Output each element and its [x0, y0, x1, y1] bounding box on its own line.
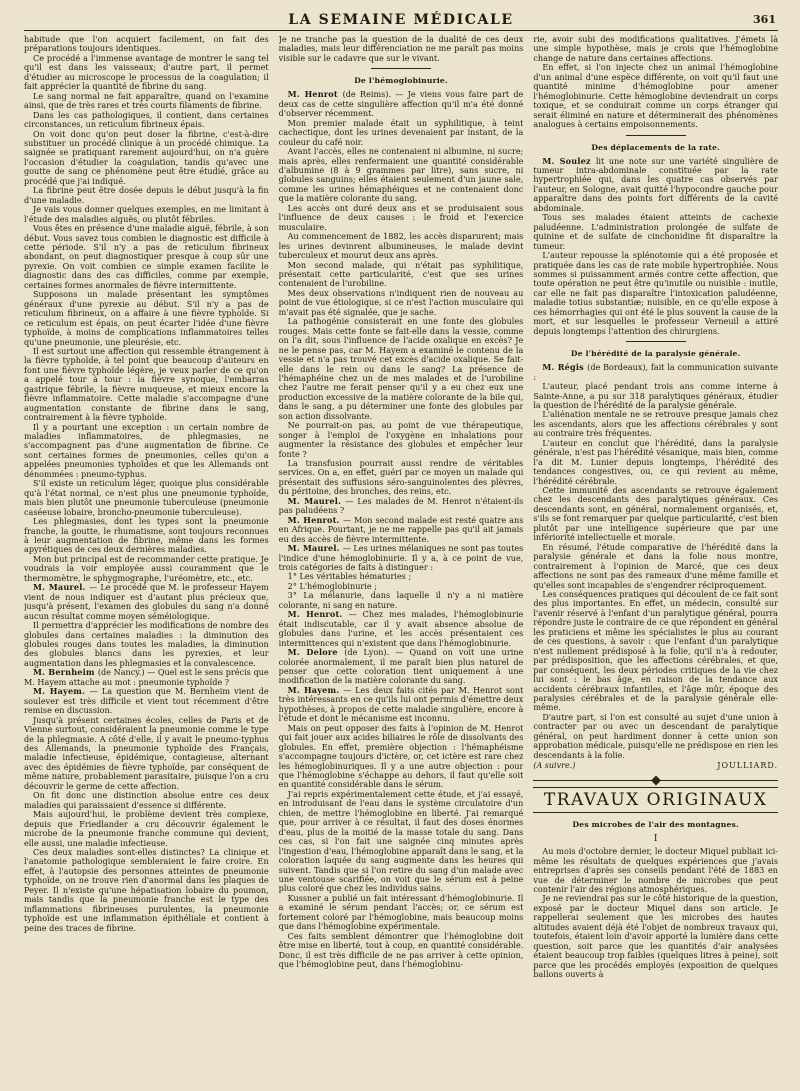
paragraph: Vous êtes en présence d'une maladie aiguë, fébrile, à son début. Vous savez tous combien le diagnostic est difficile à cette période. S'il n'y a pas de reticulum fibrineux abondant, on peut diagnostiquer presque à coup sûr une pyrexie. On voit combien ce simple examen facilite le diagnostic dans des cas difficiles, comme par exemple, certaines formes anormales de fièvre intermittente.	[24, 223, 269, 290]
speaker-name: M. Maurel.	[287, 543, 343, 554]
speaker-name: M. Hayem.	[33, 686, 90, 697]
speaker-paragraph: Mes deux observations n'indiquent rien de nouveau au point de vue étiologique, si ce n'est l'action musculaire qui m'avait pas été signalée, que je sache.	[278, 287, 524, 317]
speaker-paragraph: M. Henrot (de Reims). — Je viens vous faire part de deux cas de cette singulière affection qu'il m'a été donné d'observer récemment.	[278, 89, 524, 119]
speaker-paragraph: L'auteur, placé pendant trois ans comme interne à Sainte-Anne, a pu sur 318 paralytiques généraux, étudier la question de l'hérédité de la paralysie générale.	[533, 381, 778, 410]
paragraph: Dans les cas pathologiques, il contient, dans certaines circonstances, un reticulum fibrineux épais.	[24, 109, 269, 130]
speaker-paragraph: M. Hayem. — La question que M. Bernheim vient de soulever est très difficile et vient tout récemment d'être remise en discussion.	[24, 686, 269, 716]
speaker-name: M. Hayem.	[287, 684, 344, 695]
major-divider	[533, 780, 778, 781]
speaker-paragraph: M. Maurel. — Les malades de M. Henrot n'étaient-ils pas paludéens ?	[278, 495, 524, 516]
article-title: Des microbes de l'air des montagnes.	[572, 820, 739, 830]
speaker-paragraph: Au commencement de 1882, les accès disparurent; mais les urines devinrent albumineuses, le malade devint tuberculeux et mourut deux ans après.	[278, 231, 524, 261]
speaker-paragraph: Je ne reviendrai pas sur le côté historique de la question, exposé par le docteur Miquel dans son article. Je rappellerai seulement que les microbes des hautes altitudes avaient déjà été l'objet de nombreux travaux qui, toutefois, étaient loin d'avoir apporté la lumière dans cette question, soit parce que les quantités d'air analysées étaient beaucoup trop faibles (quelques litres à peine), soit parce que les procédés employés (exposition de quelques ballons ouverts à	[533, 893, 778, 980]
speaker-paragraph: 2° L'hémoglobinurie ;	[287, 580, 377, 591]
speaker-paragraph: M. Bernheim (de Nancy.) — Quel est le sens précis que M. Hayem attache au mot : pneumonie typhoïde ?	[24, 667, 269, 687]
paragraph: En effet, si l'on injecte chez un animal l'hémoglobine d'un animal d'une espèce différente, on voit qu'il faut une quantité minime d'hémoglobine pour amener l'hémoglobinurie. Cette hémoglobine deviendrait un corps toxique, et se conduirait comme un corps étranger qui serait éliminé en nature et déterminerait des phénomènes analogues à certains empoisonnements.	[533, 62, 778, 130]
speaker-name: M. Henrot.	[287, 609, 349, 620]
journal-title: LA SEMAINE MÉDICALE	[288, 12, 514, 28]
rubric-title: TRAVAUX ORIGINAUX	[533, 787, 778, 813]
article-signature	[533, 761, 778, 770]
continuation-note: (A suivre.)	[533, 761, 576, 771]
speaker-paragraph: Il permettra d'apprécier les modifications de nombre des globules dans certaines maladies : la diminution des globules rouges dans toutes les maladies, la diminution des globules blancs dans les pyrexies, et leur augmentation dans les phlegmasies et la convalescence.	[24, 620, 269, 668]
speaker-name: M. Bernheim	[33, 667, 98, 678]
speaker-paragraph: Mais on peut opposer des faits à l'opinion de M. Henrot qui fait jouer aux acides biliaires le rôle de dissolvants des globules. En effet, première objection : l'hémaphéisme s'accompagne toujours d'ictère, or, cet ictère est rare chez les hémoglobinuriques. Il y a une autre objection : pour que l'hémoglobine s'échappe au dehors, il faut qu'elle soit en quantité considérable dans le sérum.	[278, 722, 524, 790]
speaker-paragraph: Ces deux maladies sont-elles distinctes? La clinique et l'anatomie pathologique sembleraient le faire croire. En effet, à l'autopsie des personnes atteintes de pneumonie typhoïde, on ne trouve rien d'anormal dans les plaques de Peyer. Il n'existe qu'une hépatisation lobaire du poumon, mais tandis que la pneumonie franche est le type des inflammations fibrineuses purulentes, la pneumonie typhoïde est une inflammation épithéliale et contient à peine des traces de fibrine.	[24, 846, 269, 933]
speaker-paragraph: Ces faits semblent démontrer que l'hémoglobine doit être mise en liberté, tout à coup, en quantité considérable. Donc, il est très difficile de ne pas arriver à cette opinion, que l'hémoglobine peut, dans l'hémoglobinu-	[278, 930, 524, 970]
speaker-paragraph: Tous ses malades étaient atteints de cachexie paludéenne. L'administration prolongée de sulfate de quinine et de sulfate de cinchonidine fit disparaître la tumeur.	[533, 212, 778, 251]
speaker-paragraph: M. Maurel. — Le procédé que M. le professeur Hayem vient de nous indiquer est d'autant plus précieux que, jusqu'à présent, l'examen des globules du sang n'a donné aucun résultat comme moyen séméiologique.	[24, 582, 269, 621]
paragraph: Ce procédé a l'immense avantage de montrer le sang tel qu'il est dans les vaisseaux; d'autre part, il permet d'étudier au microscope le processus de la coagulation; il fait apprécier la quantité de fibrine du sang.	[24, 52, 269, 92]
paragraph: Je ne tranche pas la question de la dualité de ces deux maladies, mais leur différenciation ne me paraît pas moins visible sur le cadavre que sur le vivant.	[278, 35, 524, 63]
column-1	[24, 35, 269, 1087]
speaker-paragraph: Au mois d'octobre dernier, le docteur Miquel publiait ici-même les résultats de quelques expériences que j'avais entreprises d'après ses conseils pendant l'été de 1883 en vue de déterminer le nombre de microbes que peut contenir l'air des régions atmosphériques.	[533, 846, 778, 894]
speaker-paragraph: Les accès ont duré deux ans et se produisaient sous l'influence de deux causes : le froid et l'exercice musculaire.	[278, 202, 524, 232]
speaker-paragraph: M. Régis (de Bordeaux), fait la communication suivante :	[533, 362, 778, 382]
paragraph: Les phlegmasies, dont les types sont la pneumonie franche, la goutte, le rhumatisme, sont toujours reconnues à leur augmentation de fibrine, même dans les formes apyrétiques de ces deux dernières maladies.	[24, 516, 269, 555]
section-title-heredite: De l'hérédité de la paralysie générale.	[570, 349, 741, 359]
speaker-name: M. Henrot	[287, 89, 343, 100]
speaker-paragraph: D'autre part, si l'on est consulté au sujet d'une union à contracter par ou avec un descendant de paralytique général, on peut hardiment donner à cette union son approbation médicale, puisqu'elle ne prédispose en rien les descendants à la folie.	[533, 711, 778, 760]
speaker-paragraph: La transfusion pourrait aussi rendre de véritables services. On a, en effet, guéri par ce moyen un malade qui présentait des suffusions séro-sanguinolentes des plèvres, du péritoine, des bronches, des reins, etc.	[278, 458, 524, 497]
speaker-paragraph: On fit donc une distinction absolue entre ces deux maladies qui paraissaient d'essence si différente.	[24, 790, 269, 810]
paragraph: S'il existe un reticulum léger, quoique plus considérable qu'à l'état normal, ce n'est plus une pneumonie typhoïde, mais bien plutôt une pneumonie tuberculeuse (pneumonie caséeuse lobaire, broncho-pneumonie tuberculeuse).	[24, 478, 269, 517]
paragraph: Il y a pourtant une exception : un certain nombre de maladies inflammatoires, de phlegmasies, ne s'accompagnent pas d'une augmentation de fibrine. Ce sont certaines formes de pneumonies, celles qu'on a appelées pneumonies typhoïdes et que les Allemands ont dénommées : pneumo-typhus.	[24, 421, 269, 479]
speaker-paragraph: En résumé, l'étude comparative de l'hérédité dans la paralysie générale et dans la folie nous montre, contrairement à l'opinion de Marcé, que ces deux affections ne sont pas des rameaux d'une même famille et qu'elles sont incapables de s'engendrer réciproquement.	[533, 541, 778, 590]
speaker-paragraph: La pathogénie consisterait en une fonte des globules rouges. Mais cette fonte se fait-elle dans la vessie, comme on l'a dit, sous l'influence de l'acide oxalique en excès? Je ne le pense pas, car M. Hayem a examiné le contenu de la vessie et n'a pas trouvé cet excès d'acide oxalique. Se fait-elle dans le rein ou dans le sang? La présence de l'hémaphéine chez un de mes malades et de l'urobiline chez l'autre me ferait penser qu'il y a eu chez eux une production excessive de la matière colorante de la bile qui, dans le sang, a pu déterminer une fonte des globules par son action dissolvante.	[278, 316, 524, 421]
speaker-paragraph: 3° La mélanurie, dans laquelle il n'y a ni matière colorante, ni sang en nature.	[278, 590, 524, 610]
speaker-paragraph: Kussner a publié un fait intéressant d'hémoglobinurie. Il a examiné le sérum pendant l'accès; or, ce sérum est fortement coloré par l'hémoglobine, mais beaucoup moins que dans l'hémoglobine expérimentale.	[278, 892, 524, 932]
speaker-name: M. Régis	[542, 362, 588, 373]
speaker-name: M. Delore	[287, 647, 345, 658]
part-number: I	[653, 834, 658, 845]
speaker-paragraph: L'auteur en conclut que l'hérédité, dans la paralysie générale, n'est pas l'hérédité vésanique, mais bien, comme l'a dit M. Lunier depuis longtemps, l'hérédité des tendances congestives, ou, ce qui revient au même, l'hérédité cérébrale.	[533, 437, 778, 486]
author-name: JOULLIARD.	[717, 761, 778, 771]
paragraph: On voit donc qu'on peut doser la fibrine, c'est-à-dire substituer un procédé clinique à un procédé chimique. La saignée se pratiquant rarement aujourd'hui, on n'a guère l'occasion d'étudier la coagulation, tandis qu'avec une goutte de sang ce phénomène peut être étudié, grâce au procédé que j'ai indiqué.	[24, 128, 269, 186]
speaker-paragraph: M. Hayem. — Les deux faits cités par M. Henrot sont très intéressants en ce qu'ils lui ont permis d'émettre deux hypothèses, à propos de cette maladie singulière, encore à l'étude et dont le mécanisme est inconnu.	[278, 684, 524, 724]
section-divider	[371, 68, 431, 69]
speaker-paragraph: Mon second malade, qui n'était pas syphilitique, présentait cette particularité, c'est que ses urines contenaient de l'urobiline.	[278, 259, 524, 289]
paragraph: Je vais vous donner quelques exemples, en me limitant à l'étude des maladies aiguës, ou plutôt fébriles.	[24, 204, 269, 224]
speaker-paragraph: M. Maurel. — Les urines mélaniques ne sont pas toutes l'indice d'une hémoglobinurie. Il y a, à ce point de vue, trois catégories de faits à distinguer :	[278, 543, 524, 573]
page-number: 361	[753, 13, 776, 26]
section-title-hemoglobinurie: De l'hémoglobinurie.	[354, 76, 448, 86]
speaker-name: M. Maurel.	[33, 582, 90, 593]
section-title-rate: Des déplacements de la rate.	[591, 142, 720, 152]
paragraph: La fibrine peut être dosée depuis le début jusqu'à la fin d'une maladie.	[24, 185, 269, 205]
section-divider	[626, 135, 686, 136]
speaker-paragraph: 1° Les véritables hématuries ;	[287, 571, 412, 582]
speaker-paragraph: Cette immunité des ascendants se retrouve également chez les descendants des paralytiques généraux. Ces descendants sont, en général, normalement organisés, et, s'ils se font remarquer par quelque particularité, c'est bien plutôt par une intelligence supérieure que par une infériorité intellectuelle et morale.	[533, 485, 778, 543]
speaker-paragraph: J'ai repris expérimentalement cette étude, et j'ai essayé, en introduisant de l'eau dans le système circulatoire d'un chien, de mettre l'hémoglobine en liberté. J'ai remarqué que, pour arriver à ce résultat, il faut des doses énormes d'eau, plus de la moitié de la masse totale du sang. Dans ces cas, si l'on fait une saignée cinq minutes après l'ingestion d'eau, l'hémoglobine apparaît dans le sang, et la coloration laquée du sang augmente dans les heures qui suivent. Tandis que si l'on retire du sang d'un malade avec une ventouse scarifiée, on voit que le sérum est à peine plus coloré que chez les individus sains.	[278, 788, 524, 894]
speaker-paragraph: Ne pourrait-on pas, au point de vue thérapeutique, songer à l'emploi de l'oxygène en inhalations pour augmenter la résistance des globules et empêcher leur fonte ?	[278, 420, 524, 459]
paragraph: Le sang normal ne fait apparaître, quand on l'examine ainsi, que de très rares et très courts filaments de fibrine.	[24, 90, 269, 111]
paragraph: Supposons un malade présentant les symptômes généraux d'une pyrexie au début. S'il n'y a pas de reticulum fibrineux, on a affaire à une fièvre typhoïde. Si ce reticulum est épais, on peut écarter l'idée d'une fièvre typhoïde, à moins de complications inflammatoires telles qu'une pneumonie, une pleurésie, etc.	[24, 289, 269, 347]
paragraph: habitude que l'on acquiert facilement, on fait des préparations toujours identiques.	[24, 35, 269, 54]
page-header	[24, 12, 778, 31]
speaker-paragraph: Mon premier malade était un syphilitique, à teint cachectique, dont les urines devenaient par instant, de la couleur du café noir.	[278, 117, 524, 147]
speaker-name: M. Soulez	[542, 155, 596, 166]
speaker-paragraph: Jusqu'à présent certaines écoles, celles de Paris et de Vienne surtout, considéraient la pneumonie comme le type de la phlegmasie. A côté d'elle, il y avait le pneumo-typhus des Allemands, la pneumonie typhoïde des Français, maladie infectieuse, épidémique, contagieuse, alternant avec des épidémies de fièvre typhoïde, par conséquent de même nature, probablement parasitaire, puisque l'on a cru découvrir le germe de cette affection.	[24, 714, 269, 791]
text-columns	[24, 35, 778, 1087]
paragraph: rie, avoir subi des modifications qualitatives. J'émets là une simple hypothèse, mais je crois que l'hémoglobine change de nature dans certaines affections.	[533, 35, 778, 63]
speaker-paragraph: Avant l'accès, elles ne contenaient ni albumine, ni sucre; mais après, elles renfermaient une quantité considérable d'albumine (8 à 9 grammes par litre), sans sucre, ni globules sanguins; elles étaient seulement d'un jaune sale, comme les urines hémaphéiques et ne contenaient donc que la matière colorante du sang.	[278, 146, 524, 204]
paragraph: Il est surtout une affection qui ressemble étrangement à la fièvre typhoïde, à tel point que beaucoup d'auteurs en font une fièvre typhoïde légère, je veux parler de ce qu'on a appelé tour à tour : la fièvre synoque, l'embarras gastrique fébrile, la fièvre muqueuse, et mieux encore la fièvre inflammatoire. Cette maladie s'accompagne d'une augmentation constante de fibrine dans le sang, contrairement à la fièvre typhoïde.	[24, 345, 269, 423]
column-3	[533, 35, 778, 1087]
speaker-paragraph: M. Henrot. — Mon second malade est resté quatre ans en Afrique. Pourtant, je ne me rappelle pas qu'il ait jamais eu des accès de fièvre intermittente.	[278, 514, 524, 544]
speaker-paragraph: Les conséquences pratiques qui découlent de ce fait sont des plus importantes. En effet, un médecin, consulté sur l'avenir réservé à l'enfant d'un paralytique général, pourra répondre juste le contraire de ce que répondent en général les praticiens et même les spécialistes le plus au courant de ces questions, à savoir : que l'enfant d'un paralytique n'est nullement prédisposé à la folie, qu'il n'a à redouter, par prédisposition, que les affections cérébrales, et que, par conséquent, les deux périodes critiques de la vie chez lui sont : le bas âge, en raison de la tendance aux accidents cérébraux infantiles, et l'âge mûr, époque des paralysies cérébrales et de la paralysie générale elle-même.	[533, 589, 778, 713]
speaker-paragraph: L'aliénation mentale ne se retrouve presque jamais chez les ascendants, alors que les affections cérébrales y sont au contraire très fréquentes.	[533, 409, 778, 439]
speaker-name: M. Maurel.	[287, 495, 346, 506]
speaker-paragraph: L'auteur repousse la splénotomie qui a été proposée et pratiquée dans les cas de rate mobile hypertrophiée. Nous sommes si puissamment armés contre cette affection, que toute opération ne peut être qu'inutile ou nuisible : inutile, car elle ne fait pas disparaître l'intoxication paludéenne, maladie totius substantiæ; nuisible, en ce qu'elle expose à ces hémorrhagies qui ont été le plus souvent la cause de la mort, et sur lesquelles le professeur Verneuil a attiré depuis longtemps l'attention des chirurgiens.	[533, 250, 778, 336]
speaker-paragraph: Mais aujourd'hui, le problème devient très complexe, depuis que Friedlander a cru découvrir également le microbe de la pneumonie franche commune qui devient, elle aussi, une maladie infectieuse.	[24, 809, 269, 848]
speaker-paragraph: M. Henrot. — Chez mes malades, l'hémoglobinurie était indiscutable, car il y avait absence absolue de globules dans l'urine, et les accès présentaient ces intermittences qui n'existent que dans l'hémoglobinurie.	[278, 609, 524, 648]
column-2	[279, 35, 524, 1087]
section-divider	[626, 341, 686, 342]
speaker-paragraph: M. Soulez lit une note sur une variété singulière de tumeur intra-abdominale constituée par la rate hypertrophiée qui, dans les quatre cas observés par l'auteur, en Sologne, avait quitté l'hypocondre gauche pour apparaître dans des points fort différents de la cavité abdominale.	[533, 155, 778, 213]
paragraph: Mon but principal est de recommander cette pratique. Je voudrais la voir employée aussi couramment que le thermomètre, le sphygmographe, l'uréomètre, etc., etc.	[24, 553, 269, 583]
speaker-name: M. Henrot.	[287, 514, 344, 525]
speaker-paragraph: M. Delore (de Lyon). — Quand on voit une urine colorée anormalement, il me paraît bien plus naturel de penser que cette coloration tient uniquement à une modification de la matière colorante du sang.	[278, 647, 524, 686]
